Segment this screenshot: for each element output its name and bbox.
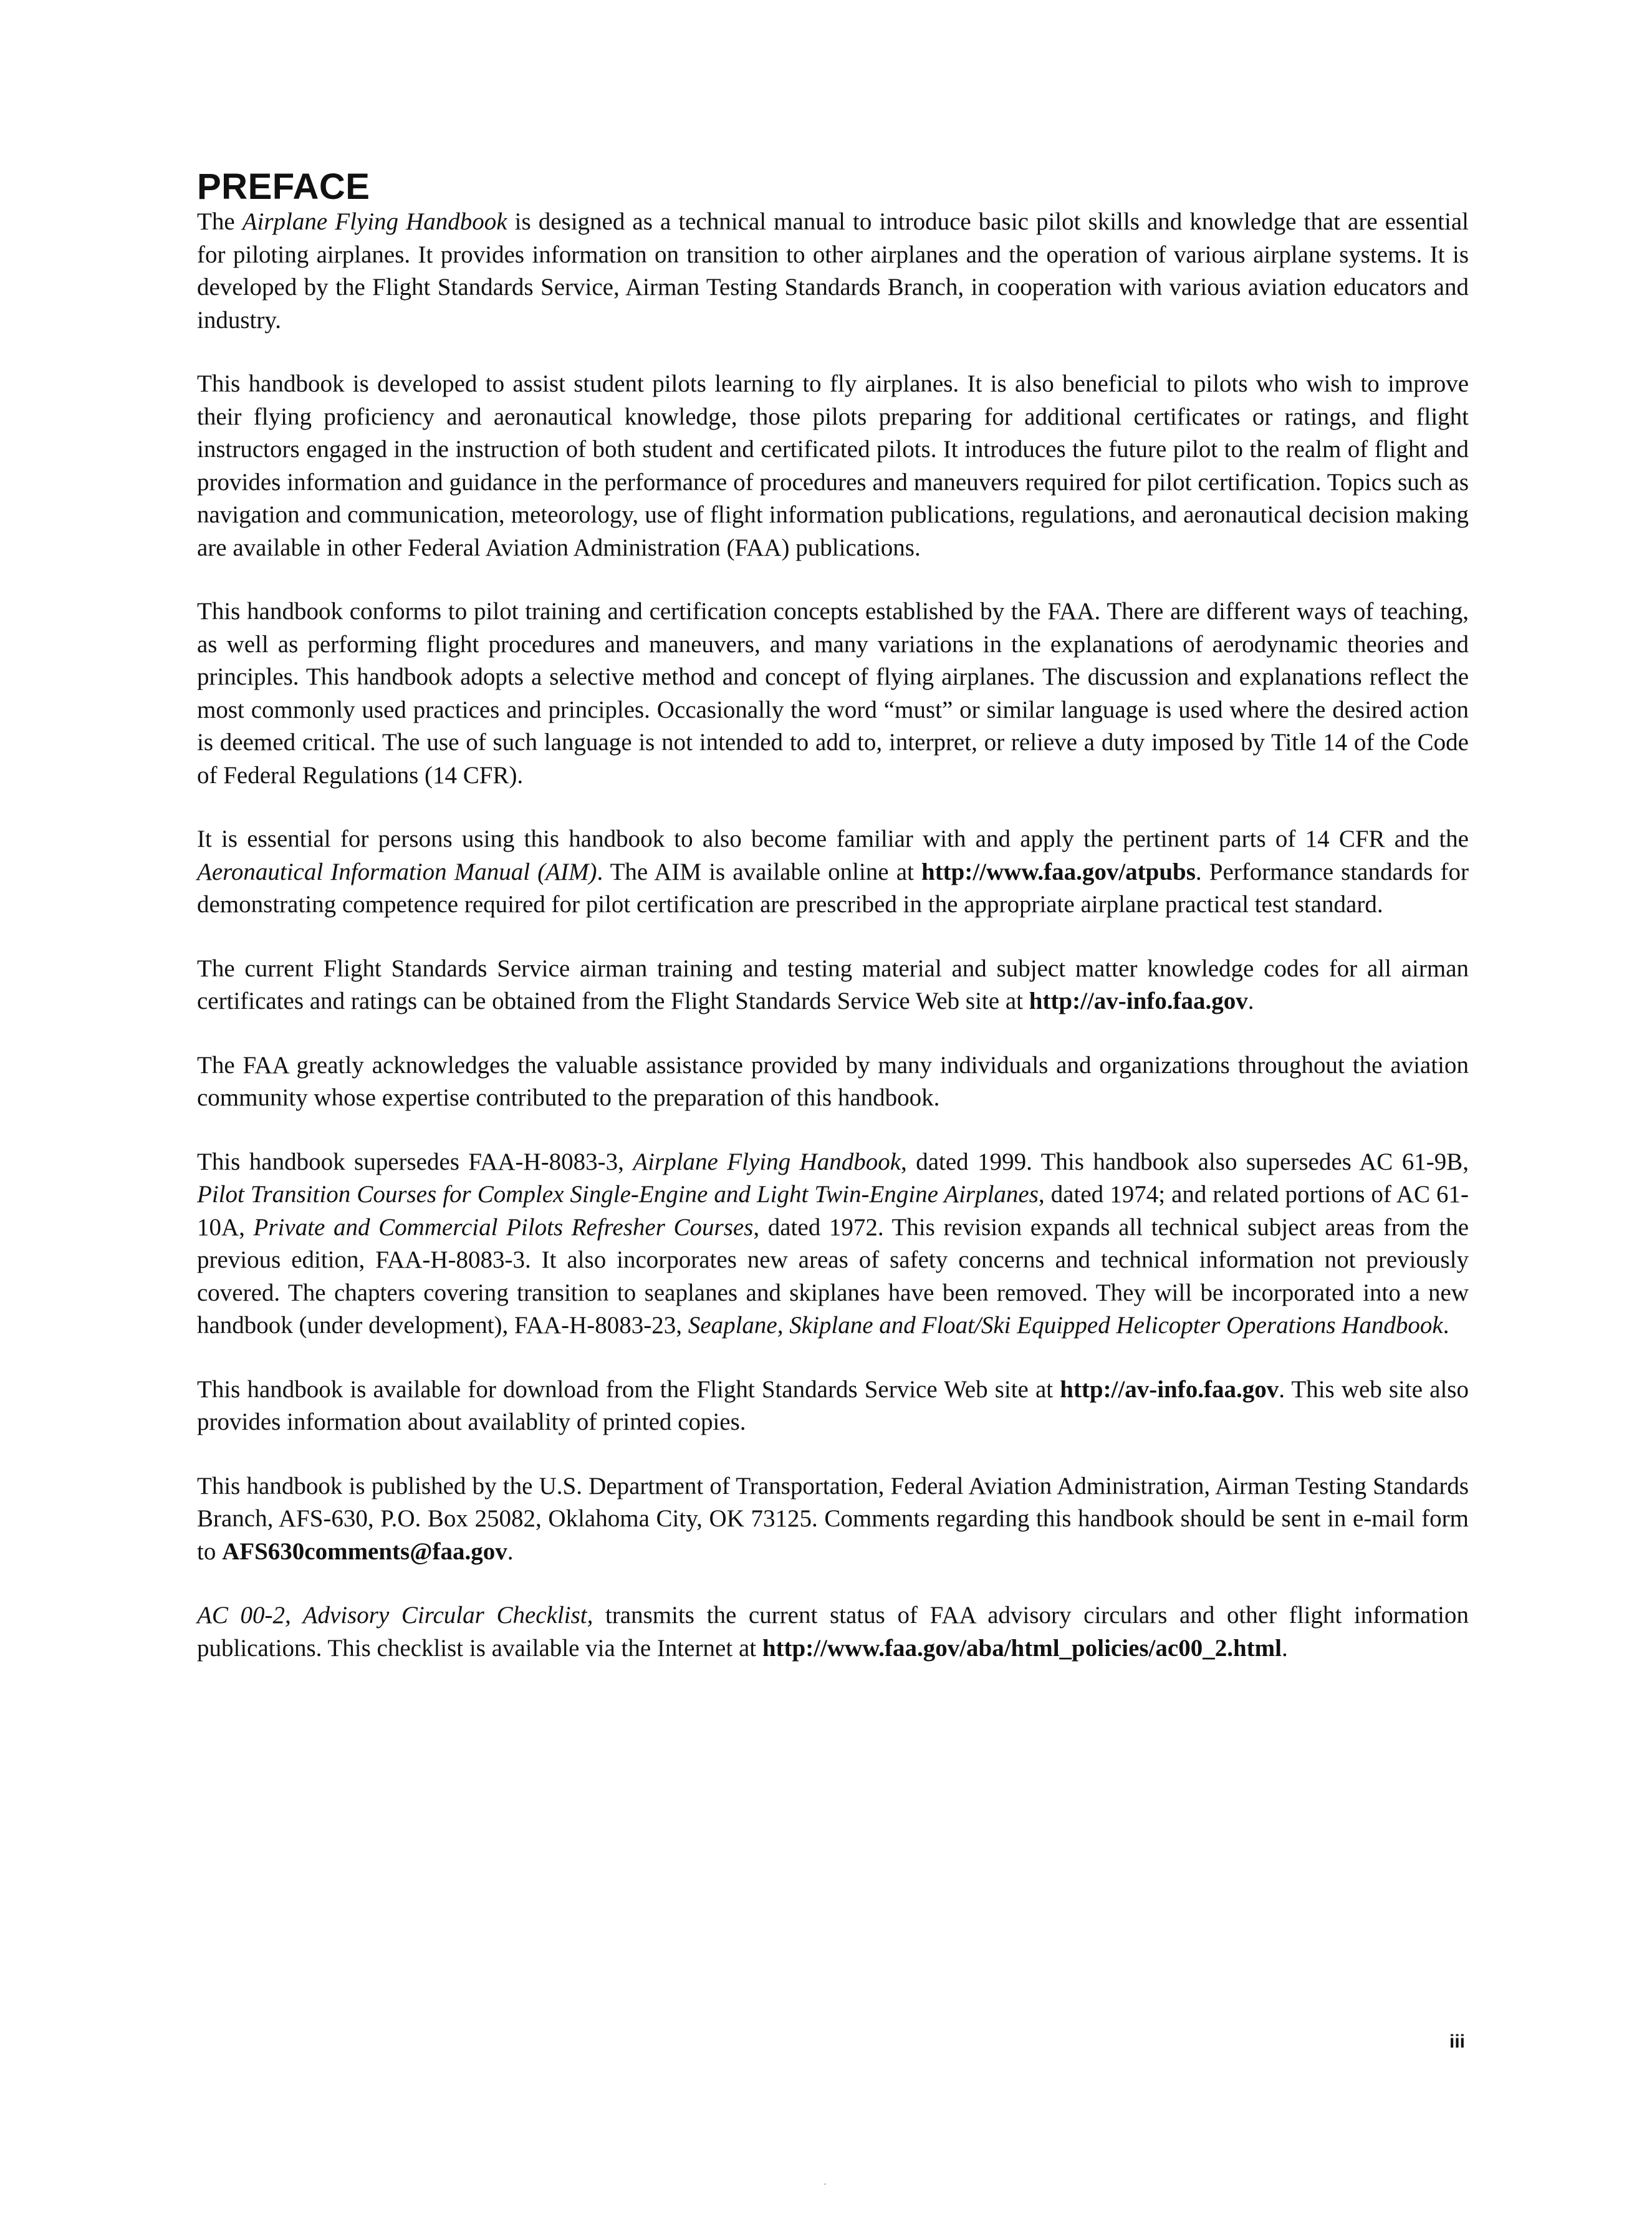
p8-link-av-info[interactable]: http://av-info.faa.gov	[1060, 1375, 1279, 1403]
page-body	[197, 167, 1469, 1696]
p7-title-4: Seaplane, Skiplane and Float/Ski Equipped Helicopter Operations Handbook	[688, 1312, 1443, 1339]
paragraph-8	[197, 1374, 1469, 1439]
p9-email-link[interactable]: AFS630comments@faa.gov	[222, 1538, 507, 1565]
page-number: iii	[1449, 2031, 1465, 2052]
paragraph-6: The FAA greatly acknowledges the valuable assistance provided by many individuals and organizations throughout the aviation community whose expertise contributed to the preparation of this handbook.	[197, 1051, 1469, 1111]
p4-text-c: . The AIM is available online at	[597, 858, 921, 885]
p7-text-g: , dated 1972. This revision expands all technical subject areas from the previous edition, FAA-H-8083-3. It also incorporates new areas of safety concerns and technical information not previously covered. The chapters covering transition to seaplanes and skiplanes have been removed. They will be incorporated into a new handbook (under development), FAA-H-8083-23,	[197, 1213, 1469, 1339]
p8-text-c: . This web site also provides information about availablity of printed copies.	[197, 1375, 1469, 1435]
p4-text-a: It is essential for persons using this handbook to also become familiar with and apply the pertinent parts of 14 CFR and the	[197, 826, 1469, 852]
p4-link-atpubs[interactable]: http://www.faa.gov/atpubs	[921, 858, 1196, 885]
p4-aim-title: Aeronautical Information Manual (AIM)	[197, 858, 597, 885]
p5-text-c: .	[1247, 988, 1254, 1014]
p7-text-c: , dated 1999. This handbook also supersedes AC 61-9B,	[901, 1148, 1469, 1175]
p8-text-a: This handbook is available for download from the Flight Standards Service Web site at	[197, 1375, 1060, 1403]
p7-title-2: Pilot Transition Courses for Complex Single-Engine and Light Twin-Engine Airplanes	[197, 1181, 1039, 1208]
p7-title-3: Private and Commercial Pilots Refresher Courses	[253, 1213, 754, 1241]
scan-speck	[824, 2183, 826, 2185]
p7-text-i: .	[1443, 1312, 1449, 1339]
p10-text-b: transmits the current status of FAA advisory circulars and other flight information publications. This checklist is available via the Internet at	[197, 1602, 1469, 1662]
p10-text-d: .	[1281, 1634, 1288, 1662]
p4-text-e: . Performance standards for demonstrating competence required for pilot certification are prescribed in the appropriate airplane practical test standard.	[197, 858, 1469, 918]
page-title: PREFACE	[197, 166, 370, 207]
paragraph-1	[197, 206, 1469, 337]
p5-text-a: The current Flight Standards Service airman training and testing material and subject matter knowledge codes for all airman certificates and ratings can be obtained from the Flight Standards Service Web site at	[197, 955, 1469, 1014]
p7-text-e: , dated 1974; and related portions of AC 61-10A,	[197, 1181, 1469, 1241]
p10-link-ac00[interactable]: http://www.faa.gov/aba/html_policies/ac00_2.html	[762, 1634, 1282, 1662]
paragraph-10	[197, 1599, 1469, 1665]
p7-title-1: Airplane Flying Handbook	[633, 1148, 901, 1175]
p9-text-c: .	[507, 1538, 514, 1565]
paragraph-4	[197, 823, 1469, 922]
p7-text-a: This handbook supersedes FAA-H-8083-3,	[197, 1148, 633, 1175]
p5-link-av-info[interactable]: http://av-info.faa.gov	[1029, 988, 1248, 1014]
paragraph-7	[197, 1146, 1469, 1342]
paragraph-5	[197, 953, 1469, 1018]
paragraph-2: This handbook is developed to assist student pilots learning to fly airplanes. It is also beneficial to pilots who wish to improve their flying proficiency and aeronautical knowledge, those pilots preparing for additional certificates or ratings, and flight instructors engaged in the instruction of both student and certificated pilots. It introduces the future pilot to the realm of flight and provides information and guidance in the performance of procedures and maneuvers required for pilot certification. Topics such as navigation and communication, meteorology, use of flight information publications, regulations, and aeronautical decision making are available in other Federal Aviation Administration (FAA) publications.	[197, 370, 1469, 561]
p1-text-c: is designed as a technical manual to introduce basic pilot skills and knowledge that are essential for piloting airplanes. It provides information on transition to other airplanes and the operation of various airplane systems. It is developed by the Flight Standards Service, Airman Testing Standards Branch, in cooperation with various aviation educators and industry.	[197, 208, 1469, 334]
p1-book-title: Airplane Flying Handbook	[242, 208, 507, 235]
paragraph-3: This handbook conforms to pilot training and certification concepts established by the FAA. There are different ways of teaching, as well as performing flight procedures and maneuvers, and many variations in the explanations of aerodynamic theories and principles. This handbook adopts a selective method and concept of flying airplanes. The discussion and explanations reflect the most commonly used practices and principles. Occasionally the word “must” or similar language is used where the desired action is deemed critical. The use of such language is not intended to add to, interpret, or relieve a duty imposed by Title 14 of the Code of Federal Regulations (14 CFR).	[197, 598, 1469, 789]
paragraph-9	[197, 1470, 1469, 1569]
p10-circular-title: AC 00-2, Advisory Circular Checklist,	[197, 1602, 593, 1629]
p1-text-a: The	[197, 208, 243, 235]
p9-text-a: This handbook is published by the U.S. Department of Transportation, Federal Aviation Administration, Airman Testing Standards Branch, AFS-630, P.O. Box 25082, Oklahoma City, OK 73125. Comments regarding this handbook should be sent in e-mail form to	[197, 1472, 1469, 1565]
